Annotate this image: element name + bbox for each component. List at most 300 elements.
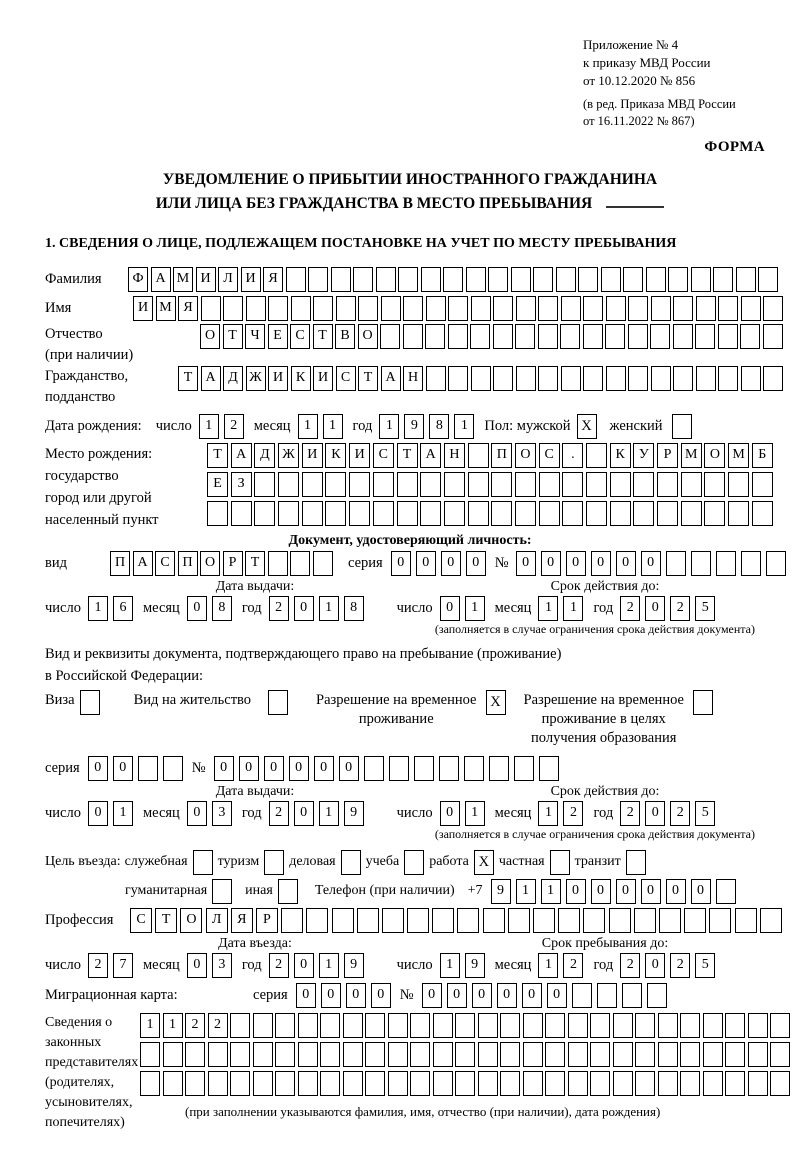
profession-cells [130, 908, 785, 933]
representatives-row [45, 1013, 775, 1133]
char-cell [302, 501, 323, 526]
char-cell [515, 324, 535, 349]
day-label: число [45, 599, 81, 616]
char-cell [561, 366, 581, 391]
validity-note: (заполняется в случае ограничения срока действия документа) [434, 826, 755, 841]
char-cell [275, 1013, 295, 1038]
char-cell [336, 296, 356, 321]
char-cell [185, 1042, 205, 1067]
migration-card-number-cells [422, 983, 672, 1008]
char-cell [673, 296, 693, 321]
char-cell: А [231, 443, 252, 468]
char-cell [230, 1071, 250, 1096]
char-cell: 0 [113, 756, 133, 781]
char-cell: С [130, 908, 152, 933]
temp-residence-permit-label: Разрешение на временное проживание [316, 691, 477, 727]
doc-series-label: серия [348, 554, 383, 571]
char-cell [468, 472, 489, 497]
stay-doc-issue-month-cells [187, 801, 237, 826]
char-cell [397, 501, 418, 526]
birth-date-label: Дата рождения: [45, 417, 142, 434]
char-cell [610, 501, 631, 526]
char-cell: 1 [465, 801, 485, 826]
year-label: год [593, 599, 614, 616]
char-cell: 0 [440, 801, 460, 826]
char-cell: Т [313, 324, 333, 349]
year-label: год [352, 417, 373, 434]
char-cell [382, 908, 404, 933]
char-cell: С [539, 443, 560, 468]
patronymic-label: Отчество (при наличии) [45, 325, 134, 363]
birth-place-line3 [207, 501, 776, 526]
char-cell: 3 [212, 801, 232, 826]
char-cell [586, 443, 607, 468]
char-cell [556, 267, 576, 292]
char-cell: Н [444, 443, 465, 468]
char-cell [735, 908, 757, 933]
char-cell [407, 908, 429, 933]
char-cell [253, 1013, 273, 1038]
char-cell: Е [207, 472, 228, 497]
char-cell: 2 [269, 596, 289, 621]
residence-permit-checkbox [268, 690, 288, 715]
char-cell [421, 267, 441, 292]
char-cell: Р [256, 908, 278, 933]
stay-doc-expiry-month-cells [538, 801, 588, 826]
char-cell [586, 472, 607, 497]
char-cell: 0 [296, 983, 316, 1008]
residence-permit-option [134, 691, 288, 715]
stay-until-day-cells [440, 953, 490, 978]
char-cell: О [515, 443, 536, 468]
form-title-line2: ИЛИ ЛИЦА БЕЗ ГРАЖДАНСТВА В МЕСТО ПРЕБЫВАНИЯ [45, 192, 775, 216]
char-cell [748, 1042, 768, 1067]
char-cell [278, 501, 299, 526]
char-cell: О [180, 908, 202, 933]
day-label: число [45, 956, 81, 973]
edu-residence-permit-option [524, 691, 713, 748]
char-cell [613, 1013, 633, 1038]
char-cell [713, 267, 733, 292]
char-cell [538, 366, 558, 391]
char-cell [448, 324, 468, 349]
validity-note: (заполняется в случае ограничения срока действия документа) [434, 621, 755, 636]
char-cell [380, 324, 400, 349]
char-cell: Т [358, 366, 378, 391]
char-cell [353, 267, 373, 292]
char-cell: 1 [541, 879, 561, 904]
char-cell: 0 [666, 879, 686, 904]
char-cell [516, 366, 536, 391]
entry-date-heading: Дата въезда: [218, 935, 292, 951]
char-cell: 1 [199, 414, 219, 439]
char-cell: 2 [620, 596, 640, 621]
doc-issue-day-cells [88, 596, 138, 621]
char-cell [703, 1013, 723, 1038]
annex-line: к приказу МВД России [583, 55, 711, 71]
char-cell: Ч [245, 324, 265, 349]
title-blank-line [606, 193, 664, 208]
char-cell: 0 [522, 983, 542, 1008]
char-cell: И [302, 443, 323, 468]
char-cell: А [381, 366, 401, 391]
char-cell: 0 [314, 756, 334, 781]
char-cell [650, 324, 670, 349]
char-cell [752, 501, 773, 526]
char-cell [684, 908, 706, 933]
birth-date-row [45, 414, 775, 439]
char-cell: 9 [404, 414, 424, 439]
char-cell: 0 [440, 596, 460, 621]
char-cell [635, 1013, 655, 1038]
char-cell [230, 1013, 250, 1038]
char-cell: 0 [472, 983, 492, 1008]
char-cell [433, 1013, 453, 1038]
char-cell: 0 [339, 756, 359, 781]
char-cell [748, 1013, 768, 1038]
char-cell: 0 [88, 801, 108, 826]
char-cell: К [291, 366, 311, 391]
form-title [45, 168, 775, 216]
char-cell [455, 1013, 475, 1038]
char-cell: 1 [113, 801, 133, 826]
char-cell [306, 908, 328, 933]
stay-doc-series-label: серия [45, 759, 80, 776]
char-cell [657, 501, 678, 526]
char-cell [539, 472, 560, 497]
doc-kind-label: вид [45, 554, 67, 571]
char-cell: 0 [497, 983, 517, 1008]
char-cell: Л [218, 267, 238, 292]
char-cell: 1 [538, 801, 558, 826]
char-cell [545, 1042, 565, 1067]
char-cell: 0 [691, 879, 711, 904]
purpose-other-checkbox [278, 879, 298, 904]
char-cell [718, 296, 738, 321]
char-cell [291, 296, 311, 321]
doc-series-cells [391, 551, 491, 576]
char-cell [398, 267, 418, 292]
char-cell: Р [223, 551, 243, 576]
char-cell [511, 267, 531, 292]
char-cell [680, 1042, 700, 1067]
char-cell [696, 296, 716, 321]
char-cell [349, 472, 370, 497]
stay-doc-heading [45, 643, 775, 688]
char-cell [389, 756, 409, 781]
day-label: число [396, 804, 433, 821]
stay-doc-issue-date-group [45, 801, 369, 826]
char-cell [414, 756, 434, 781]
char-cell [538, 324, 558, 349]
char-cell [140, 1042, 160, 1067]
representatives-cells [140, 1013, 793, 1120]
char-cell [278, 472, 299, 497]
char-cell [741, 296, 761, 321]
char-cell [468, 443, 489, 468]
char-cell [286, 267, 306, 292]
annex-note-line: от 16.11.2022 № 867) [583, 114, 695, 129]
doc-expiry-year-cells [620, 596, 720, 621]
char-cell [373, 501, 394, 526]
char-cell: Я [263, 267, 283, 292]
char-cell [770, 1013, 790, 1038]
purpose-label: Цель въезда: [45, 854, 121, 870]
char-cell [491, 472, 512, 497]
doc-issue-month-cells [187, 596, 237, 621]
char-cell [343, 1071, 363, 1096]
profession-label: Профессия [45, 911, 114, 928]
char-cell: С [373, 443, 394, 468]
char-cell [410, 1071, 430, 1096]
char-cell: . [562, 443, 583, 468]
char-cell [601, 267, 621, 292]
char-cell [397, 472, 418, 497]
char-cell [500, 1071, 520, 1096]
char-cell: И [268, 366, 288, 391]
char-cell: С [336, 366, 356, 391]
char-cell [325, 472, 346, 497]
char-cell [426, 366, 446, 391]
char-cell [357, 908, 379, 933]
char-cell [208, 1042, 228, 1067]
char-cell: 2 [670, 953, 690, 978]
char-cell: Е [268, 324, 288, 349]
char-cell [610, 472, 631, 497]
char-cell [628, 296, 648, 321]
char-cell: 0 [616, 551, 636, 576]
char-cell [298, 1071, 318, 1096]
char-cell: М [156, 296, 176, 321]
char-cell [718, 366, 738, 391]
char-cell [533, 908, 555, 933]
birth-place-row [45, 443, 775, 531]
char-cell [493, 366, 513, 391]
char-cell [493, 324, 513, 349]
char-cell [545, 1071, 565, 1096]
year-label: год [241, 956, 262, 973]
char-cell: 1 [298, 414, 318, 439]
char-cell: 2 [620, 953, 640, 978]
purpose-business-label: деловая [289, 854, 336, 870]
valid-until-heading: Срок действия до: [550, 578, 660, 594]
char-cell: А [201, 366, 221, 391]
char-cell [231, 501, 252, 526]
char-cell: И [313, 366, 333, 391]
char-cell [320, 1013, 340, 1038]
char-cell [725, 1042, 745, 1067]
char-cell: 0 [645, 596, 665, 621]
char-cell [666, 551, 686, 576]
doc-expiry-day-cells [440, 596, 490, 621]
char-cell [763, 324, 783, 349]
doc-issue-date-group [45, 596, 369, 621]
char-cell [538, 296, 558, 321]
char-cell: 6 [113, 596, 133, 621]
char-cell [290, 551, 310, 576]
char-cell: 9 [344, 801, 364, 826]
month-label: месяц [253, 417, 291, 434]
char-cell [605, 324, 625, 349]
representatives-line3 [140, 1071, 793, 1096]
day-label: число [396, 599, 433, 616]
char-cell: Т [223, 324, 243, 349]
char-cell: М [681, 443, 702, 468]
char-cell [709, 908, 731, 933]
entry-date-group [45, 953, 369, 978]
stay-until-year-cells [620, 953, 720, 978]
char-cell [376, 267, 396, 292]
char-cell [590, 1071, 610, 1096]
char-cell [718, 324, 738, 349]
edu-residence-permit-label: Разрешение на временное проживание в целях получения образования [523, 691, 684, 746]
birth-place-label: Место рождения: государство город или другой населенный пункт [45, 445, 159, 528]
char-cell [381, 296, 401, 321]
char-cell [680, 1013, 700, 1038]
phone-prefix: +7 [467, 883, 483, 899]
char-cell: 0 [214, 756, 234, 781]
migration-card-row [45, 983, 775, 1008]
month-label: месяц [494, 956, 532, 973]
patronymic-row [45, 324, 775, 366]
char-cell [516, 296, 536, 321]
char-cell: Т [178, 366, 198, 391]
annex-line: от 10.12.2020 № 856 [583, 73, 696, 89]
char-cell [728, 472, 749, 497]
char-cell: 7 [113, 953, 133, 978]
char-cell [320, 1071, 340, 1096]
doc-expiry-month-cells [538, 596, 588, 621]
birth-year-cells [379, 414, 479, 439]
char-cell [403, 324, 423, 349]
stay-doc-number-cells [214, 756, 564, 781]
identity-doc-heading: Документ, удостоверяющий личность: [288, 532, 532, 548]
char-cell [681, 472, 702, 497]
char-cell [562, 501, 583, 526]
char-cell: 5 [695, 953, 715, 978]
purpose-transit-label: транзит [574, 854, 621, 870]
char-cell: 0 [88, 756, 108, 781]
char-cell [433, 1042, 453, 1067]
char-cell [444, 501, 465, 526]
char-cell [691, 551, 711, 576]
char-cell [254, 501, 275, 526]
stay-doc-types-row [45, 691, 775, 748]
char-cell [275, 1071, 295, 1096]
char-cell [613, 1071, 633, 1096]
char-cell [658, 1013, 678, 1038]
char-cell: 8 [344, 596, 364, 621]
char-cell [443, 267, 463, 292]
char-cell [606, 366, 626, 391]
birth-place-line1 [207, 443, 776, 468]
char-cell: Л [206, 908, 228, 933]
day-label: число [396, 956, 433, 973]
stay-doc-heading-line2: в Российской Федерации: [45, 668, 204, 685]
char-cell: 0 [566, 551, 586, 576]
char-cell: Ж [246, 366, 266, 391]
char-cell [483, 908, 505, 933]
char-cell [478, 1013, 498, 1038]
char-cell [578, 267, 598, 292]
char-cell [470, 324, 490, 349]
char-cell: П [491, 443, 512, 468]
char-cell [523, 1013, 543, 1038]
char-cell: С [155, 551, 175, 576]
char-cell: А [151, 267, 171, 292]
char-cell [365, 1013, 385, 1038]
char-cell [572, 983, 592, 1008]
char-cell: 0 [187, 953, 207, 978]
char-cell: З [231, 472, 252, 497]
char-cell: 0 [641, 551, 661, 576]
char-cell [568, 1071, 588, 1096]
char-cell [633, 472, 654, 497]
char-cell [703, 1071, 723, 1096]
char-cell [410, 1013, 430, 1038]
char-cell: П [178, 551, 198, 576]
stay-doc-issue-day-cells [88, 801, 138, 826]
year-label: год [241, 599, 262, 616]
char-cell: 0 [645, 801, 665, 826]
char-cell [628, 324, 648, 349]
char-cell [691, 267, 711, 292]
edu-residence-permit-checkbox [693, 690, 713, 715]
char-cell [466, 267, 486, 292]
char-cell: 2 [208, 1013, 228, 1038]
char-cell [704, 501, 725, 526]
char-cell [308, 267, 328, 292]
char-cell: И [196, 267, 216, 292]
char-cell: 2 [563, 953, 583, 978]
char-cell [313, 551, 333, 576]
char-cell: Я [231, 908, 253, 933]
purpose-tourism-checkbox [264, 850, 284, 875]
temp-residence-permit-checkbox: X [486, 690, 506, 715]
char-cell [478, 1042, 498, 1067]
char-cell: 0 [645, 953, 665, 978]
char-cell: 2 [563, 801, 583, 826]
char-cell [491, 501, 512, 526]
name-row [45, 296, 775, 321]
char-cell: 1 [140, 1013, 160, 1038]
char-cell: 0 [264, 756, 284, 781]
char-cell: 0 [516, 551, 536, 576]
purpose-row [45, 850, 775, 875]
stay-until-group [397, 953, 721, 978]
char-cell [281, 908, 303, 933]
char-cell [622, 983, 642, 1008]
char-cell [388, 1042, 408, 1067]
char-cell [590, 1042, 610, 1067]
char-cell [420, 501, 441, 526]
char-cell [410, 1042, 430, 1067]
char-cell: 0 [294, 801, 314, 826]
char-cell [373, 472, 394, 497]
char-cell: 1 [163, 1013, 183, 1038]
char-cell: Р [657, 443, 678, 468]
char-cell [432, 908, 454, 933]
char-cell [425, 324, 445, 349]
char-cell [748, 1071, 768, 1096]
purpose-humanitarian-label: гуманитарная [125, 883, 208, 899]
char-cell: Т [207, 443, 228, 468]
char-cell [716, 551, 736, 576]
char-cell [673, 366, 693, 391]
char-cell: 9 [465, 953, 485, 978]
visa-label: Виза [45, 691, 75, 708]
visa-checkbox [80, 690, 100, 715]
